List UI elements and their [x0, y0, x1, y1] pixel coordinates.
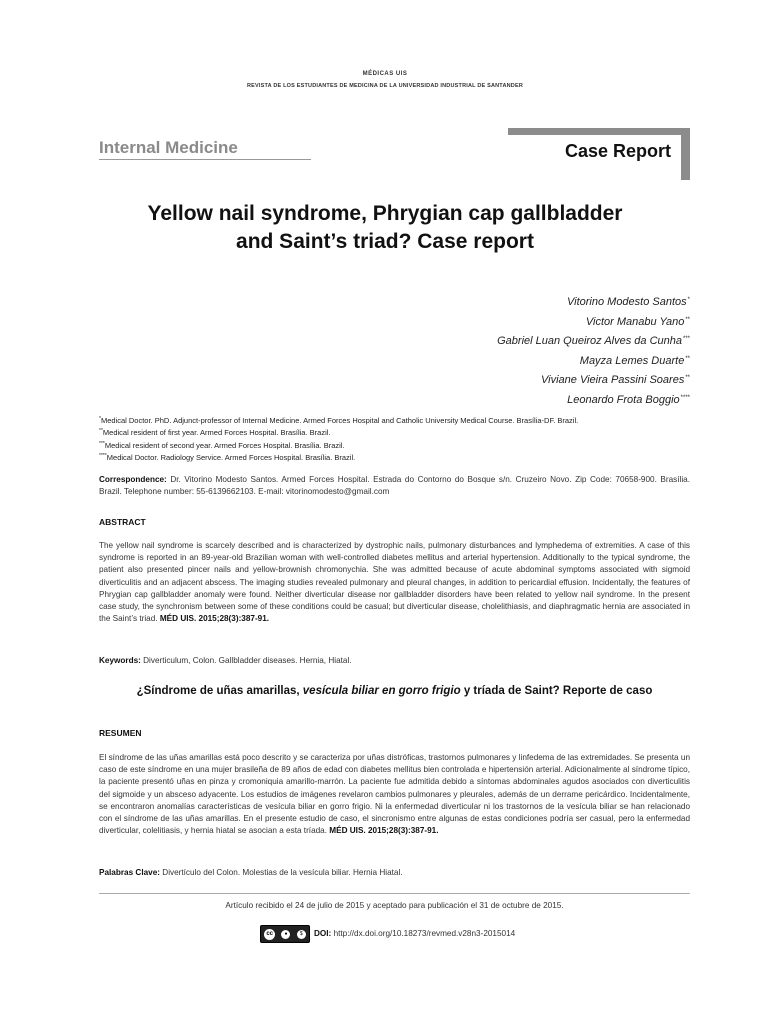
author-mark: ** [685, 355, 690, 362]
case-report-bar-top [508, 128, 690, 135]
section-label: Internal Medicine [99, 138, 238, 157]
author-name: Viviane Vieira Passini Soares [541, 374, 685, 387]
author [497, 292, 690, 312]
keywords-label: Keywords: [99, 656, 141, 665]
author-mark: **** [680, 394, 690, 401]
article-title-line-2: and Saint’s triad? Case report [236, 230, 534, 253]
by-icon: ● [281, 930, 290, 939]
spanish-title [99, 683, 690, 700]
correspondence-text: Dr. Vitorino Modesto Santos. Armed Forces Hospital. Estrada do Contorno do Bosque s/n. Cruzeiro Novo. Zip Code: 70658-900. Brasília. Brazil. Telephone number: 55-6139662103. E-mail: vitorinomodesto@gmail.com [99, 475, 691, 497]
affiliation [99, 414, 699, 426]
author-name: Vitorino Modesto Santos [567, 296, 687, 308]
palabras-text: Divertículo del Colon. Molestias de la vesícula biliar. Hernia Hiatal. [162, 868, 403, 877]
cc-icon: cc [264, 929, 275, 940]
cc-license-badge[interactable] [260, 925, 310, 943]
author-name: Mayza Lemes Duarte [579, 354, 685, 367]
author [497, 331, 690, 351]
affiliation [99, 426, 699, 438]
affiliation-mark: * [99, 416, 101, 422]
author-list [497, 292, 690, 410]
abstract-text: The yellow nail syndrome is scarcely described and is characterized by dystrophic nails, pulmonary disturbances and lymphedema of extremities. A case of this syndrome is reported in an 89-year-old Brazilian woman with well-controlled diabetes mellitus and arterial hypertension. Additionally to the typical syndrome, the patient also presented pincer nails and yellow-brownish chromonychia. She was admitted because of acute abdominal symptoms associated with sigmoid diverticulitis and an adjacent abscess. The imaging studies revealed pulmonary and pleural changes, in addition to pericardial effusion. Incidentally, the features of Phrygian cap gallbladder anomaly were found. Neither diverticular disease nor gallbladder disorders have been related to yellow nail syndrome. In the present case study, the synchronism between some of these conditions could be casual; but diverticular disease, cholelithiasis, and diaphragmatic hernia are associated in the Saint’s triad. [99, 541, 690, 624]
footer-divider [99, 893, 690, 894]
journal-name: MÉDICAS UIS [362, 71, 408, 77]
affiliation-mark: **** [99, 453, 107, 460]
resumen-text: El síndrome de las uñas amarillas está poco descrito y se caracteriza por uñas distróficas, trastornos pulmonares y linfedema de las extremidades. Se presenta un caso de este síndrome en una mujer brasileña de 89 años de edad con diabetes mellitus bien controlada e hipertensión arterial. Adicionalmente al síndrome típico, la paciente presentó uñas en pinza y cromoniquia amarillo-marrón. La paciente fue admitida debido a síntomas abdominales agudos asociados con diverticulitis del sigmoide y un absceso adyacente. Los estudios de imágenes revelaron cambios pulmonares y pleurales, además de un derrame pericárdico. Incidentalmente, se encontraron anomalías características de vesícula biliar en gorro frigio. Ni la enfermedad diverticular ni los trastornos de la vesícula biliar se han relacionado con el síndrome de las uñas amarillas. En el presente estudio de caso, el sincronismo entre algunas de estas condiciones podría ser casual, pero la enfermedad diverticular, colelitiasis, y hernia hiatal se asocian a esta tríada. [99, 753, 690, 836]
doi-label: DOI: [314, 929, 332, 938]
resumen-citation: MÉD UIS. 2015;28(3):387-91. [329, 826, 439, 836]
article-title-line-1: Yellow nail syndrome, Phrygian cap gallbladder [147, 202, 623, 225]
affiliation-mark: *** [99, 440, 105, 447]
palabras-label: Palabras Clave: [99, 868, 160, 877]
affiliation [99, 451, 699, 463]
affiliation-mark: ** [99, 428, 103, 435]
affiliation-text: Medical Doctor. PhD. Adjunct-professor of Internal Medicine. Armed Forces Hospital and Catholic University Medical Course. Brasília-DF. Brazil. [100, 416, 579, 425]
article-title [90, 200, 680, 256]
resumen-body [99, 752, 690, 837]
affiliations [99, 414, 699, 464]
case-report-bar-side [681, 128, 690, 180]
correspondence-label: Correspondence: [99, 475, 167, 484]
resumen-heading: RESUMEN [99, 728, 142, 738]
article-type-label: Case Report [564, 141, 671, 161]
palabras-clave [99, 867, 690, 879]
keywords-text: Diverticulum, Colon. Gallbladder diseases. Hernia, Hiatal. [143, 656, 352, 665]
section-underline [99, 159, 311, 160]
author-mark: ** [685, 375, 690, 382]
received-date: Artículo recibido el 24 de julio de 2015 y aceptado para publicación el 31 de octubre de 2015. [225, 901, 564, 910]
author-name: Victor Manabu Yano [585, 315, 685, 328]
abstract-body [99, 540, 690, 625]
nc-icon: $ [297, 930, 306, 939]
author-name: Leonardo Frota Boggio [567, 393, 680, 406]
author-mark: ** [685, 316, 690, 323]
journal-subtitle: REVISTA DE LOS ESTUDIANTES DE MEDICINA DE LA UNIVERSIDAD INDUSTRIAL DE SANTANDER [246, 83, 524, 89]
doi-link[interactable]: http://dx.doi.org/10.18273/revmed.v28n3-2015014 [333, 929, 516, 938]
spanish-title-prefix: ¿Síndrome de uñas amarillas, [136, 685, 303, 697]
affiliation-text: Medical Doctor. Radiology Service. Armed Forces Hospital. Brasília. Brazil. [106, 453, 356, 463]
author-mark: *** [682, 336, 690, 343]
author [497, 351, 690, 371]
doi [314, 929, 515, 938]
author [497, 370, 690, 390]
keywords [99, 655, 690, 667]
spanish-title-suffix: y tríada de Saint? Reporte de caso [460, 685, 653, 697]
author [497, 312, 690, 332]
spanish-title-italic: vesícula biliar en gorro frigio [302, 685, 461, 697]
affiliation [99, 439, 699, 451]
author [497, 390, 690, 410]
author-mark: * [687, 297, 690, 303]
abstract-heading: ABSTRACT [99, 517, 146, 527]
author-name: Gabriel Luan Queiroz Alves da Cunha [497, 335, 682, 348]
correspondence [99, 474, 690, 498]
affiliation-text: Medical resident of first year. Armed Forces Hospital. Brasília. Brazil. [102, 428, 331, 438]
abstract-citation: MÉD UIS. 2015;28(3):387-91. [159, 614, 270, 624]
affiliation-text: Medical resident of second year. Armed Forces Hospital. Brasília. Brazil. [104, 440, 345, 450]
